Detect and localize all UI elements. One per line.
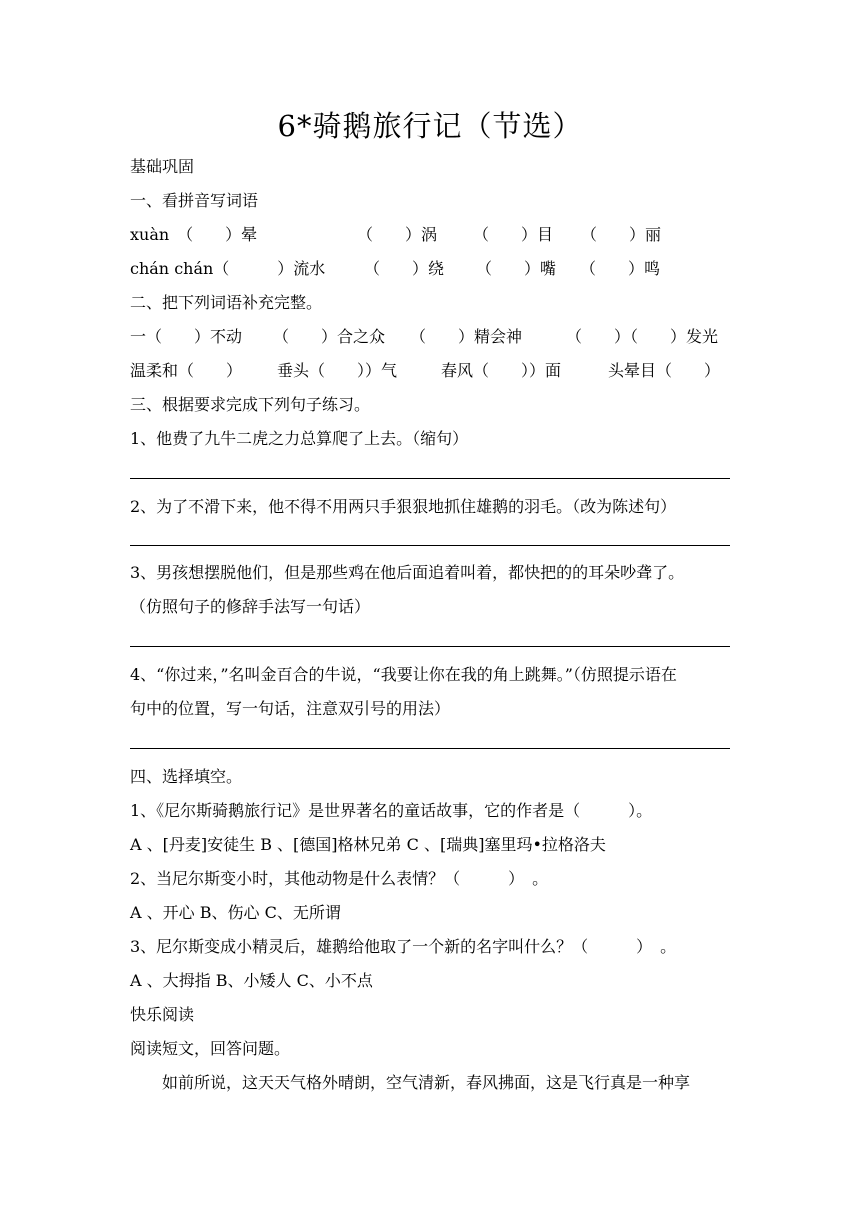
pinyin-item: （ ）涡 xyxy=(357,225,438,244)
word-item: （ ）（ ）发光 xyxy=(566,327,719,346)
word-item: 头晕目（ ） xyxy=(608,361,721,380)
choice-question-2: 2、当尼尔斯变小时，其他动物是什么表情？（ ） 。 xyxy=(130,869,549,888)
sentence-3: 3、男孩想摆脱他们，但是那些鸡在他后面追着叫着，都快把的的耳朵吵聋了。 xyxy=(130,563,685,582)
word-item: （ ）合之众 xyxy=(273,327,386,346)
word-item: 垂头（ ））气 xyxy=(277,361,398,380)
answer-line xyxy=(130,545,730,546)
answer-line xyxy=(130,478,730,479)
pinyin-item: chán chán（ ）流水 xyxy=(130,259,326,278)
section-basic: 基础巩固 xyxy=(130,157,195,176)
pinyin-item: xuàn （ ）晕 xyxy=(130,225,258,244)
choice-question-1: 1、《尼尔斯骑鹅旅行记》是世界著名的童话故事，它的作者是（ ）。 xyxy=(130,801,653,820)
word-item: 温柔和（ ） xyxy=(130,361,243,380)
section-q2-heading: 二、把下列词语补充完整。 xyxy=(130,293,323,312)
word-item: 一（ ）不动 xyxy=(130,327,243,346)
choice-question-3: 3、尼尔斯变成小精灵后，雄鹅给他取了一个新的名字叫什么？（ ） 。 xyxy=(130,937,677,956)
pinyin-item: （ ）鸣 xyxy=(580,259,661,278)
pinyin-item: （ ）嘴 xyxy=(476,259,557,278)
word-item: （ ）精会神 xyxy=(410,327,523,346)
choice-options-1: A 、[丹麦]安徒生 B 、[德国]格林兄弟 C 、[瑞典]塞里玛•拉格洛夫 xyxy=(130,835,606,854)
section-q3-heading: 三、根据要求完成下列句子练习。 xyxy=(130,395,371,414)
section-q1-heading: 一、看拼音写词语 xyxy=(130,191,259,210)
pinyin-item: （ ）绕 xyxy=(364,259,445,278)
section-q4-heading: 四、选择填空。 xyxy=(130,767,243,786)
reading-paragraph: 如前所说，这天天气格外晴朗，空气清新，春风拂面，这是飞行真是一种享 xyxy=(162,1073,691,1092)
answer-line xyxy=(130,646,730,647)
pinyin-item: （ ）目 xyxy=(473,225,554,244)
reading-instruction: 阅读短文，回答问题。 xyxy=(130,1039,291,1058)
section-reading-heading: 快乐阅读 xyxy=(130,1005,195,1024)
sentence-1: 1、他费了九牛二虎之力总算爬了上去。（缩句） xyxy=(130,429,469,448)
pinyin-item: （ ）丽 xyxy=(581,225,662,244)
sentence-2: 2、为了不滑下来，他不得不用两只手狠狠地抓住雄鹅的羽毛。（改为陈述句） xyxy=(130,497,677,516)
page-title: 6*骑鹅旅行记（节选） xyxy=(277,109,583,143)
sentence-3-instruction: （仿照句子的修辞手法写一句话） xyxy=(130,597,371,616)
answer-line xyxy=(130,748,730,749)
choice-options-2: A 、开心 B、伤心 C、无所谓 xyxy=(130,903,341,922)
sentence-4: 4、“你过来，”名叫金百合的牛说，“我要让你在我的角上跳舞。”（仿照提示语在 xyxy=(130,665,677,684)
word-item: 春风（ ））面 xyxy=(441,361,562,380)
sentence-4-instruction: 句中的位置，写一句话，注意双引号的用法） xyxy=(130,699,451,718)
choice-options-3: A 、大拇指 B、小矮人 C、小不点 xyxy=(130,971,373,990)
